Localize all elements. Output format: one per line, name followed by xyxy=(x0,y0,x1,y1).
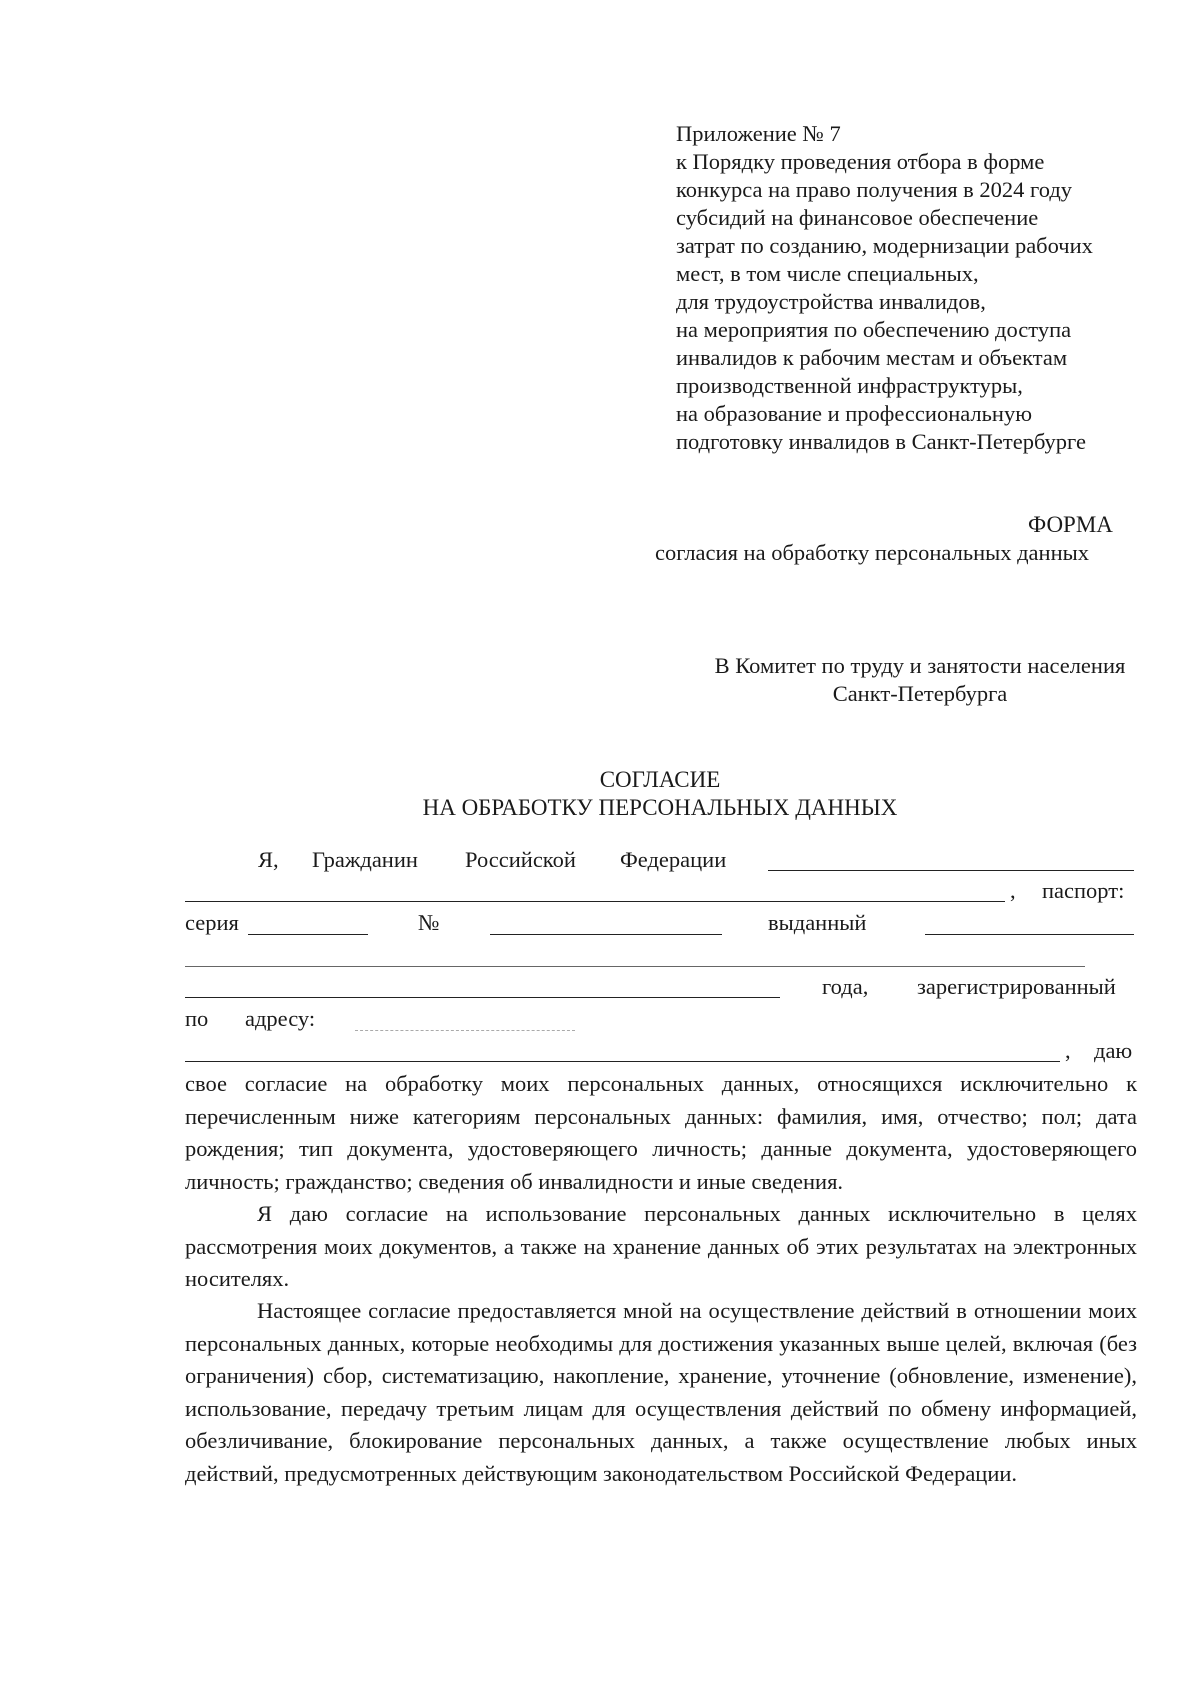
text-vydanny: выданный xyxy=(768,910,867,935)
appendix-line: субсидий на финансовое обеспечение xyxy=(676,205,1039,230)
text-zaregistrirovanny: зарегистрированный xyxy=(917,974,1116,999)
text-po: по xyxy=(185,1006,209,1031)
fio-field-line[interactable] xyxy=(768,870,1134,871)
appendix-line: подготовку инвалидов в Санкт-Петербурге xyxy=(676,429,1086,454)
issue-date-line[interactable] xyxy=(185,997,780,998)
form-label: ФОРМА xyxy=(1028,512,1113,537)
fio-continuation-line[interactable] xyxy=(185,901,1005,902)
passport-number-line[interactable] xyxy=(490,934,722,935)
text-nomer: № xyxy=(418,910,440,935)
text-seriya: серия xyxy=(185,910,239,935)
issued-by-line[interactable] xyxy=(925,934,1134,935)
text-ya: Я, xyxy=(258,847,279,872)
text-passport: паспорт: xyxy=(1042,878,1125,903)
passport-series-line[interactable] xyxy=(248,934,368,935)
appendix-line: на образование и профессиональную xyxy=(676,401,1033,426)
text-rossiyskoy: Российской xyxy=(465,847,576,872)
consent-paragraph-3: Настоящее согласие предоставляется мной на осуществление действий в отношении моих персональных данных, которые необходимы для достижения указанных выше целей, включая (без ограничения) сбор, систематизацию, накопление, хранение, уточнение (обновление, изменение), использование, передачу третьим лицам для осуществления действий по обмену информацией, обезличивание, блокирование персональных данных, а также осуществление любых иных действий, предусмотренных действующим законодательством Российской Федерации. xyxy=(185,1298,1137,1486)
title-line-2: НА ОБРАБОТКУ ПЕРСОНАЛЬНЫХ ДАННЫХ xyxy=(422,795,898,820)
recipient-block xyxy=(680,652,1160,708)
text-federatsii: Федерации xyxy=(620,847,727,872)
recipient-line-2: Санкт-Петербурга xyxy=(832,681,1008,706)
address-field-line[interactable] xyxy=(355,1030,575,1031)
appendix-line: Приложение № 7 xyxy=(676,121,841,146)
document-title xyxy=(400,766,920,822)
appendix-line: инвалидов к рабочим местам и объектам xyxy=(676,345,1068,370)
appendix-block xyxy=(676,120,1146,456)
text-adresu: адресу: xyxy=(245,1006,316,1031)
appendix-line: конкурса на право получения в 2024 году xyxy=(676,177,1073,202)
text-comma-2: , xyxy=(1065,1038,1071,1063)
appendix-line: для трудоустройства инвалидов, xyxy=(676,289,986,314)
text-dayu: даю xyxy=(1094,1038,1133,1063)
appendix-line: к Порядку проведения отбора в форме xyxy=(676,149,1045,174)
text-grazhdanin: Гражданин xyxy=(312,847,418,872)
title-line-1: СОГЛАСИЕ xyxy=(599,767,721,792)
issued-by-continuation-line[interactable] xyxy=(185,966,1085,967)
form-subtitle: согласия на обработку персональных данных xyxy=(655,540,1089,565)
text-goda: года, xyxy=(822,974,869,999)
recipient-line-1: В Комитет по труду и занятости населения xyxy=(714,653,1126,678)
appendix-line: мест, в том числе специальных, xyxy=(676,261,979,286)
consent-paragraph-1: свое согласие на обработку моих персональных данных, относящихся исключительно к перечисленным ниже категориям персональных данных: фамилия, имя, отчество; пол; дата рождения; тип документа, удостоверяющего личность; данные документа, удостоверяющего личность; гражданство; сведения об инвалидности и иные сведения. xyxy=(185,1071,1137,1194)
address-continuation-line[interactable] xyxy=(185,1061,1060,1062)
appendix-line: производственной инфраструктуры, xyxy=(676,373,1023,398)
consent-paragraph-2: Я даю согласие на использование персональных данных исключительно в целях рассмотрения моих документов, а также на хранение данных об этих результатах на электронных носителях. xyxy=(185,1201,1137,1292)
text-comma: , xyxy=(1010,878,1016,903)
appendix-line: на мероприятия по обеспечению доступа xyxy=(676,317,1072,342)
appendix-line: затрат по созданию, модернизации рабочих xyxy=(676,233,1093,258)
